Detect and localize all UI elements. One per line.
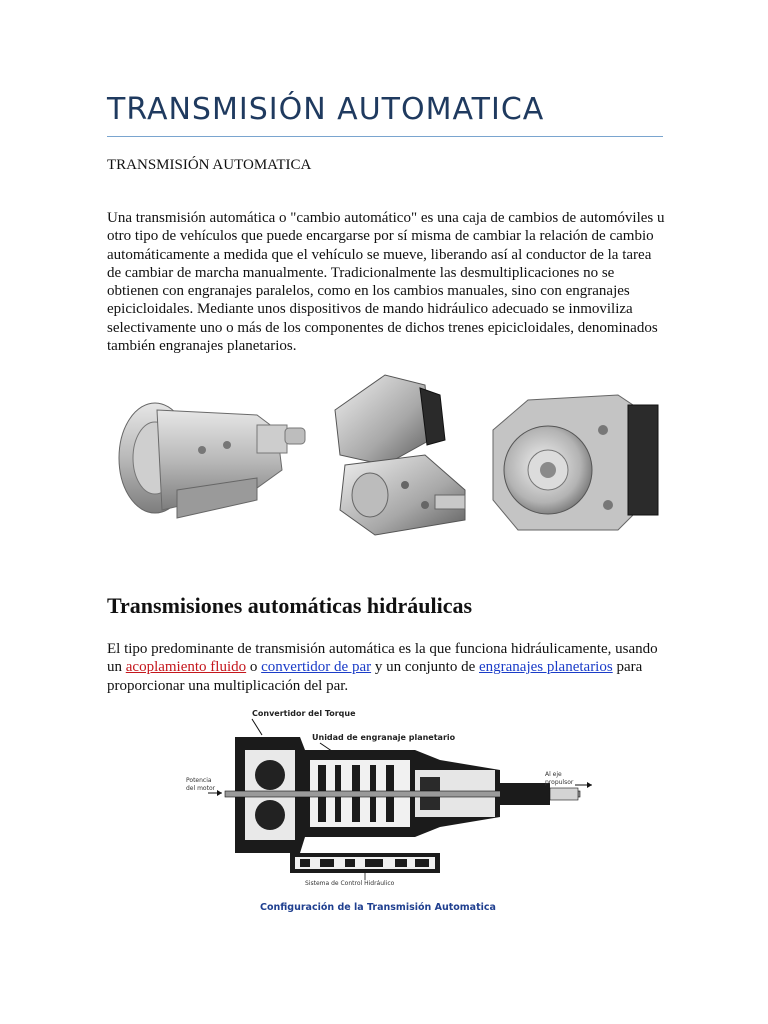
link-fluid-coupling[interactable]: acoplamiento fluido bbox=[125, 659, 247, 676]
section-paragraph bbox=[107, 640, 667, 695]
diagram-label-torque-converter: Convertidor del Torque bbox=[252, 709, 356, 718]
link-torque-converter[interactable]: convertidor de par bbox=[261, 659, 372, 676]
title-underline bbox=[107, 136, 663, 137]
diagram-label-engine-power-2: del motor bbox=[186, 785, 216, 792]
paragraph-text: El tipo predominante de transmisión automática es la que funciona hidráulicamente, usando un bbox=[107, 641, 658, 676]
paragraph-text: y un conjunto de bbox=[371, 659, 479, 676]
paragraph-text: o bbox=[246, 659, 262, 676]
diagram-label-hydraulic-control: Sistema de Control Hidráulico bbox=[305, 880, 395, 887]
transmission-photo-3 bbox=[478, 370, 668, 545]
diagram-label-engine-power-1: Potencia bbox=[186, 777, 212, 784]
document-subtitle: TRANSMISIÓN AUTOMATICA bbox=[107, 157, 312, 173]
transmission-photo-2 bbox=[315, 370, 475, 545]
intro-paragraph: Una transmisión automática o "cambio automático" es una caja de cambios de automóviles u otro tipo de vehículos que puede encargarse por sí misma de cambiar la relación de cambio automáticamente a medida que el vehículo se mueve, liberando así al conductor de la tarea de cambiar de marcha manualmente. Tradicionalmente las desmultiplicaciones no se obtienen con engranajes paralelos, como en los cambios manuales, sino con engranajes epicicloidales. Mediante unos dispositivos de mando hidráulico adecuado se inmoviliza selectivamente uno o más de los componentes de dichos trenes epicicloidales, denominados también engranajes planetarios. bbox=[107, 210, 665, 355]
transmission-photo-1 bbox=[107, 370, 312, 545]
diagram-caption: Configuración de la Transmisión Automatica bbox=[260, 902, 496, 913]
transmission-diagram bbox=[186, 705, 610, 920]
document-title: TRANSMISIÓN AUTOMATICA bbox=[107, 92, 545, 127]
diagram-label-to-shaft-1: Al eje bbox=[545, 771, 562, 778]
link-planetary-gears[interactable]: engranajes planetarios bbox=[479, 659, 613, 676]
diagram-label-planetary-unit: Unidad de engranaje planetario bbox=[312, 733, 456, 742]
section-heading: Transmisiones automáticas hidráulicas bbox=[107, 593, 473, 618]
paragraph-text: para proporcionar una multiplicación del par. bbox=[107, 659, 643, 694]
diagram-label-to-shaft-2: propulsor bbox=[545, 779, 574, 786]
